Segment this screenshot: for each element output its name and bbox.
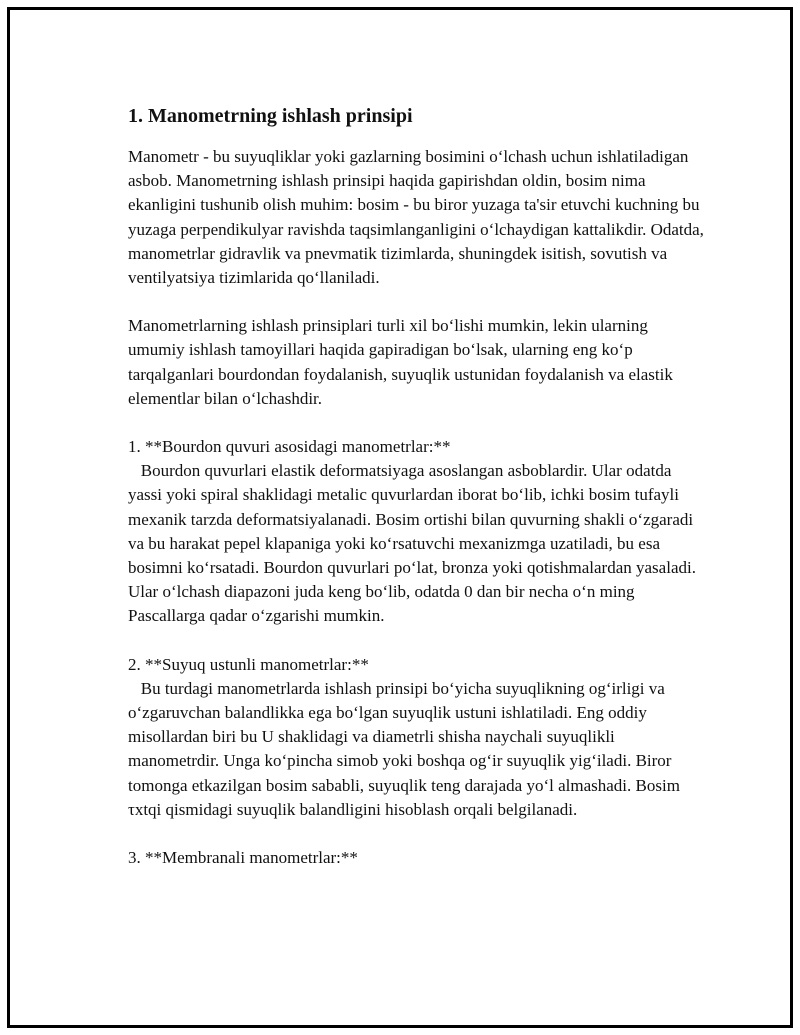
paragraph-intro: Manometr - bu suyuqliklar yoki gazlarning bosimini oʻlchash uchun ishlatiladigan asbob. Manometrning ishlash prinsipi haqida gapirishdan oldin, bosim nima ekanligini tushunib olish muhim: bosim - bu biror yuzaga ta'sir etuvchi kuchning bu yuzaga perpendikulyar ravishda taqsimlanganligini oʻlchaydigan kattalikdir. Odatda, manometrlar gidravlik va pnevmatik tizimlarda, shuningdek isitish, sovutish va ventilyatsiya tizimlarida qoʻllaniladi. — [128, 147, 709, 288]
paragraph-gap — [128, 290, 708, 314]
paragraph-gap — [128, 629, 708, 653]
paragraph-membrane: 3. **Membranali manometrlar:** — [128, 848, 358, 868]
paragraph-principles: Manometrlarning ishlash prinsiplari turli xil boʻlishi mumkin, lekin ularning umumiy ishlash tamoyillari haqida gapiradigan boʻlsak, ularning eng koʻp tarqalganlari bourdondan foydalanish, suyuqlik ustunidan foydalanish va elastik elementlar bilan oʻlchashdir. — [128, 316, 678, 408]
document-body — [128, 102, 708, 870]
paragraph-bourdon: 1. **Bourdon quvuri asosidagi manometrlar:** Bourdon quvurlari elastik deformatsiyaga asoslangan asboblardir. Ular odatda yassi yoki spiral shaklidagi metalic quvurlardan iborat boʻlib, ichki bosim tufayli mexanik tarzda deformatsiyalanadi. Bosim ortishi bilan quvurning shakli oʻzgaradi va bu harakat pepel klapaniga yoki koʻrsatuvchi mexanizmga uzatiladi, bu esa bosimni koʻrsatadi. Bourdon quvurlari poʻlat, bronza yoki qotishmalardan yasaladi. Ular oʻlchash diapazoni juda keng boʻlib, odatda 0 dan bir necha oʻn ming Pascallarga qadar oʻzgarishi mumkin. — [128, 437, 696, 626]
paragraph-liquid-column: 2. **Suyuq ustunli manometrlar:** Bu turdagi manometrlarda ishlash prinsipi boʻyicha suyuqlikning ogʻirligi va oʻzgaruvchan balandlikka ega boʻlgan suyuqlik ustuni ishlatiladi. Eng oddiy misollardan biri bu U shaklidagi va diametrli shisha naychali suyuqlikli manometrdir. Unga koʻpincha simob yoki boshqa ogʻir suyuqlik yigʻiladi. Biror tomonga etkazilgan bosim sababli, suyuqlik teng darajada yoʻl almashadi. Bosim τxtqi qismidagi suyuqlik balandligini hisoblash orqali belgilanadi. — [128, 654, 680, 819]
page-frame — [7, 7, 793, 1028]
paragraph-gap — [128, 411, 708, 435]
paragraph-gap — [128, 822, 708, 846]
section-title: 1. Manometrning ishlash prinsipi — [128, 105, 413, 127]
